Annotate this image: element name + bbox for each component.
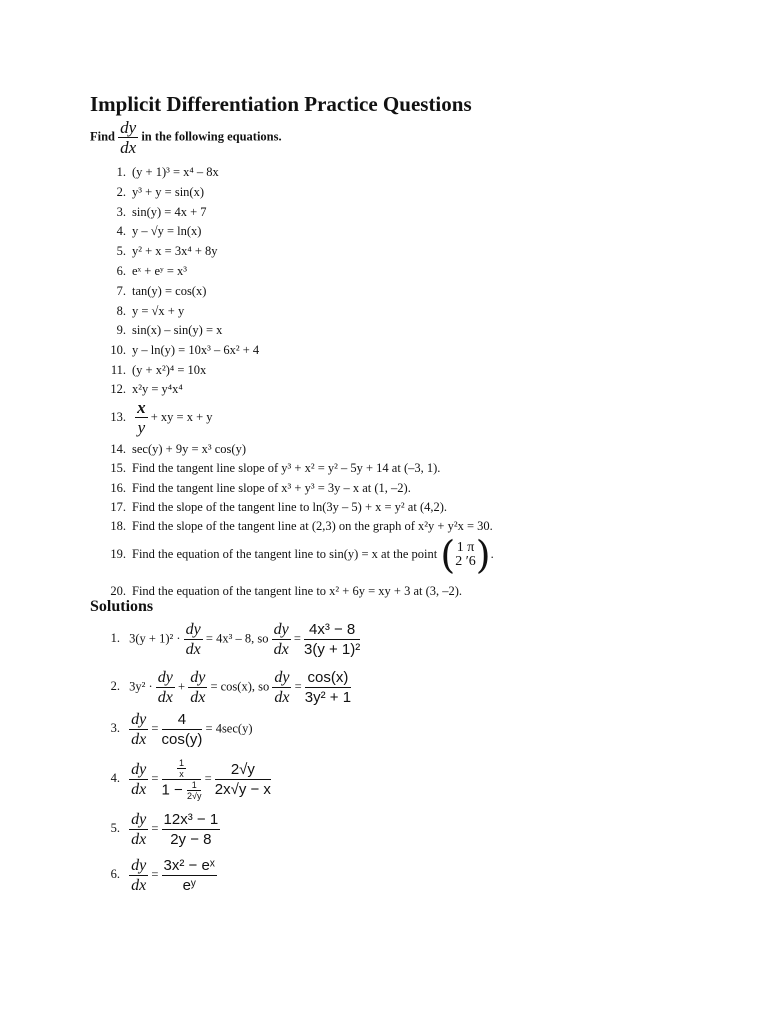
solution-number: 6.: [110, 867, 120, 882]
question-item: [104, 382, 183, 397]
fraction-numerator: dy: [190, 669, 206, 686]
fraction-numerator: 1: [178, 758, 184, 768]
question-number: 8.: [116, 304, 126, 318]
result-fraction: [162, 810, 221, 849]
question-item: [104, 205, 207, 220]
fraction-denominator: dx: [131, 731, 147, 748]
question-item: [104, 323, 222, 338]
question-number: 1.: [116, 165, 126, 179]
equals-sign: =: [151, 771, 159, 786]
fraction-denominator: dx: [131, 877, 147, 894]
question-number: 7.: [116, 284, 126, 298]
fraction-denominator: eʸ: [182, 877, 196, 894]
fraction-denominator: dx: [120, 138, 137, 157]
fraction-denominator: dx: [131, 781, 147, 798]
question-item: [104, 533, 494, 577]
question-text: Find the tangent line slope of y³ + x² = y² – 5y + 14 at (–3, 1).: [132, 461, 441, 475]
fraction-numerator: 1: [187, 780, 201, 791]
question-text: sec(y) + 9y = x³ cos(y): [132, 442, 246, 456]
find-suffix: in the following equations.: [141, 129, 282, 144]
question-number: 5.: [116, 244, 126, 258]
question-item: [104, 165, 219, 180]
question-text: eˣ + eʸ = x³: [132, 264, 188, 278]
solution-item: [104, 810, 220, 849]
solution-text: = cos(x), so: [210, 679, 270, 694]
equals-sign: =: [151, 821, 159, 836]
solution-item: [104, 758, 271, 801]
question-number: 9.: [116, 323, 126, 337]
question-item: [104, 481, 411, 496]
question-number: 16.: [110, 481, 126, 495]
question-item: [104, 398, 213, 437]
solution-number: 5.: [110, 821, 120, 836]
question-number: 17.: [110, 500, 126, 514]
fraction-numerator: 3x² − eˣ: [163, 857, 215, 874]
question-item: [104, 244, 218, 259]
left-paren: (: [440, 533, 456, 577]
point-vector: [455, 541, 476, 569]
fraction-numerator: cos(x): [305, 668, 351, 688]
dy-dx-fraction: [272, 668, 291, 707]
equals-sign: =: [294, 679, 302, 694]
solution-item: [104, 620, 360, 659]
question-number: 14.: [110, 442, 126, 456]
dy-dx-fraction: [129, 810, 148, 849]
fraction-numerator: 4x³ − 8: [304, 620, 360, 640]
fraction-numerator: x: [137, 398, 146, 417]
fraction-numerator: dy: [131, 711, 147, 728]
question-text: Find the slope of the tangent line at (2,3) on the graph of x²y + y²x = 30.: [132, 519, 493, 533]
question-text: (y + x²)⁴ = 10x: [132, 363, 207, 377]
one-over-x-fraction: [177, 758, 186, 779]
question-item: [104, 304, 184, 319]
equals-sign: =: [293, 631, 301, 646]
fraction-numerator: dy: [131, 857, 147, 874]
result-fraction: [304, 620, 360, 659]
dy-dx-fraction: [156, 668, 175, 707]
solution-item: [104, 668, 351, 707]
question-number: 20.: [110, 584, 126, 598]
x-over-y-fraction: [135, 398, 148, 437]
solutions-heading: Solutions: [90, 598, 154, 615]
instruction-line: [90, 118, 282, 157]
fraction-numerator: dy: [131, 811, 147, 828]
question-text: y³ + y = sin(x): [132, 185, 205, 199]
right-paren: ): [475, 533, 491, 577]
fraction-denominator: 2√y: [187, 791, 202, 801]
question-number: 15.: [110, 461, 126, 475]
question-item: [104, 224, 201, 239]
question-number: 13.: [110, 410, 126, 424]
equals-sign: =: [204, 771, 212, 786]
fraction-denominator: dx: [274, 689, 290, 706]
fraction-denominator: x: [179, 769, 184, 779]
question-item: [104, 519, 493, 534]
question-number: 11.: [110, 363, 126, 377]
solution-text: = 4x³ – 8, so: [205, 631, 269, 646]
solution-item: [104, 710, 252, 749]
result-fraction: [305, 668, 351, 707]
question-item: [104, 363, 206, 378]
question-item: [104, 343, 259, 358]
fraction-denominator: 3y² + 1: [304, 689, 352, 706]
fraction-denominator: dx: [131, 831, 147, 848]
question-text: x²y = y⁴x⁴: [132, 382, 183, 396]
question-item: [104, 185, 204, 200]
question-text: y = √x + y: [132, 304, 185, 318]
dy-dx-fraction: [272, 620, 291, 659]
vector-top: 1 π: [456, 540, 475, 555]
question-item: [104, 264, 187, 279]
result-fraction: [162, 856, 217, 895]
question-number: 10.: [110, 343, 126, 357]
solution-text: 3y² ·: [129, 679, 153, 694]
dy-dx-fraction: [129, 856, 148, 895]
question-item: [104, 500, 447, 515]
fraction-denominator: y: [137, 418, 146, 437]
dy-dx-fraction: [184, 620, 203, 659]
question-item: [104, 442, 246, 457]
solution-number: 1.: [110, 631, 120, 646]
fraction-numerator: dy: [157, 669, 173, 686]
solution-number: 2.: [110, 679, 120, 694]
find-prefix: Find: [90, 129, 116, 144]
fraction-numerator: dy: [131, 761, 147, 778]
fraction-denominator: dx: [273, 641, 289, 658]
one-minus: 1 −: [161, 781, 183, 799]
dy-dx-fraction: [188, 668, 207, 707]
equals-sign: =: [151, 867, 159, 882]
dy-dx-fraction: [129, 760, 148, 799]
question-text: (y + 1)³ = x⁴ – 8x: [132, 165, 219, 179]
question-text: y – ln(y) = 10x³ – 6x² + 4: [132, 343, 260, 357]
question-number: 6.: [116, 264, 126, 278]
plus-sign: +: [178, 679, 186, 694]
fraction-numerator: [162, 758, 202, 780]
question-number: 19.: [110, 546, 126, 561]
question-text: tan(y) = cos(x): [132, 284, 207, 298]
fraction-numerator: 2√y: [215, 760, 271, 780]
question-text: Find the equation of the tangent line to x² + 6y = xy + 3 at (3, –2).: [132, 584, 463, 598]
solution-text: = 4sec(y): [205, 721, 253, 736]
question-number: 4.: [116, 224, 126, 238]
fraction-denominator: dx: [157, 689, 173, 706]
vector-bottom: 2 ′6: [455, 554, 476, 569]
question-number: 12.: [110, 382, 126, 396]
question-text: + xy = x + y: [150, 410, 213, 424]
solution-number: 3.: [110, 721, 120, 736]
fraction-numerator: dy: [273, 621, 289, 638]
fraction-denominator: 2y − 8: [170, 831, 212, 848]
solution-number: 4.: [110, 771, 120, 786]
fraction-denominator: [162, 780, 202, 801]
dy-dx-fraction: [129, 710, 148, 749]
one-over-root-fraction: [187, 780, 201, 801]
fraction-numerator: 4: [162, 710, 203, 730]
question-item: [104, 284, 206, 299]
compound-fraction: [162, 758, 202, 801]
question-text: Find the equation of the tangent line to sin(y) = x at the point: [132, 546, 438, 561]
fraction-denominator: cos(y): [161, 731, 203, 748]
dy-dx-fraction: [118, 118, 138, 157]
fraction-numerator: dy: [274, 669, 290, 686]
fraction-denominator: dx: [185, 641, 201, 658]
question-text: Find the tangent line slope of x³ + y³ = 3y – x at (1, –2).: [132, 481, 411, 495]
fraction-numerator: dy: [185, 621, 201, 638]
question-item: [104, 461, 440, 476]
fraction-numerator: dy: [120, 118, 137, 137]
question-item: [104, 584, 462, 599]
question-end: .: [490, 546, 494, 561]
result-fraction: [162, 710, 203, 749]
question-text: y² + x = 3x⁴ + 8y: [132, 244, 218, 258]
fraction-numerator: 12x³ − 1: [163, 811, 219, 828]
equals-sign: =: [151, 721, 159, 736]
question-number: 2.: [116, 185, 126, 199]
solution-item: [104, 856, 217, 895]
question-text: sin(x) – sin(y) = x: [132, 323, 223, 337]
question-text: Find the slope of the tangent line to ln(3y – 5) + x = y² at (4,2).: [132, 500, 448, 514]
fraction-denominator: 3(y + 1)²: [304, 641, 361, 658]
fraction-denominator: 2x√y − x: [214, 781, 271, 798]
solution-text: 3(y + 1)² ·: [129, 631, 181, 646]
question-number: 18.: [110, 519, 126, 533]
question-text: sin(y) = 4x + 7: [132, 205, 207, 219]
question-number: 3.: [116, 205, 126, 219]
page-title: Implicit Differentiation Practice Questions: [90, 92, 472, 116]
result-fraction: [215, 760, 271, 799]
question-text: y – √y = ln(x): [132, 224, 202, 238]
fraction-denominator: dx: [190, 689, 206, 706]
